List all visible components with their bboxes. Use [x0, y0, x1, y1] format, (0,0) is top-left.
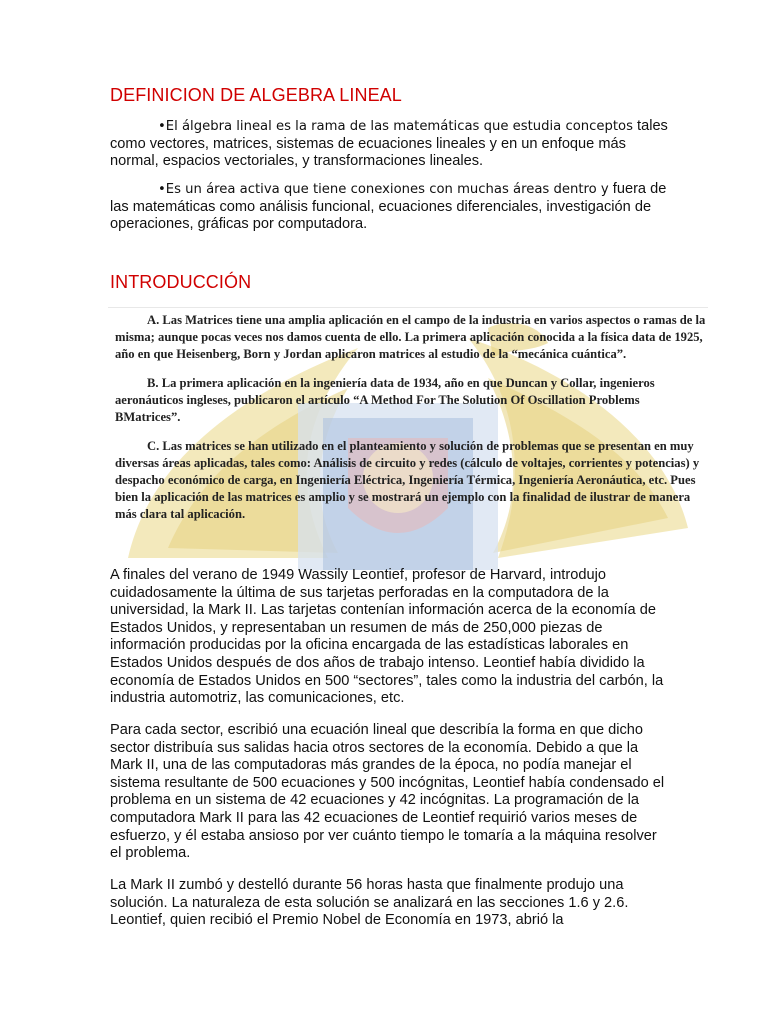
- definition-paragraph-2: [110, 181, 670, 234]
- paragraph-continuation: fuera de las matemáticas como análisis funcional, ecuaciones diferenciales, investigación de operaciones, gráficas por computadora.: [110, 181, 667, 233]
- figure-paragraph-continuation: ingenieros aeronáuticos ingleses, publicaron el artículo “A Method For The Solution Of Oscillation Problems BMatrices”.: [115, 376, 655, 424]
- figure-text-block: [115, 312, 707, 535]
- introduccion-figure: [108, 307, 708, 570]
- figure-paragraph-lead: C. Las matrices se han utilizado en el planteamiento y solución de problemas que se: [147, 439, 595, 453]
- definition-paragraph-1: [110, 118, 670, 171]
- figure-paragraph-continuation: presentan en muy diversas áreas aplicadas, tales como: Análisis de circuito y redes (cálculo de voltajes, corrientes y potencias) y despacho económico de carga, en Ingeniería Eléctrica, Ingeniería Térmica, Ingeniería Aeronáutica, etc. Pues bien la aplicación de las matrices es amplio y se mostrará un ejemplo con la finalidad de ilustrar de manera más clara tal aplicación.: [115, 439, 700, 521]
- figure-paragraph-b: [115, 375, 707, 426]
- figure-paragraph-a: [115, 312, 707, 363]
- figure-paragraph-continuation: ramas de la misma; aunque pocas veces nos damos cuenta de ello. La primera aplicación conocida a la física data de 1925, año en que Heisenberg, Born y Jordan aplicaron matrices al estudio de la “mecánica cuántica”.: [115, 313, 706, 361]
- paragraph-bullet-lead: •Es un área activa que tiene conexiones con muchas áreas dentro y: [158, 182, 609, 197]
- body-paragraph-leontief: A finales del verano de 1949 Wassily Leontief, profesor de Harvard, introdujo cuidadosamente la última de sus tarjetas perforadas en la computadora de la universidad, la Mark II. Las tarjetas contenían información acerca de la economía de Estados Unidos, y representaban un resumen de más de 250,000 piezas de información producidas por la oficina encargada de las estadísticas laborales en Estados Unidos después de dos años de trabajo intenso. Leontief había dividido la economía de Estados Unidos en 500 “sectores”, tales como la industria del carbón, la industria automotriz, las comunicaciones, etc.: [110, 567, 664, 707]
- section-heading-definicion: DEFINICION DE ALGEBRA LINEAL: [110, 85, 402, 105]
- body-paragraph-mark-ii: La Mark II zumbó y destelló durante 56 horas hasta que finalmente produjo una solución. La naturaleza de esta solución se analizará en las secciones 1.6 y 2.6. Leontief, quien recibió el Premio Nobel de Economía en 1973, abrió la: [110, 877, 629, 929]
- paragraph-bullet-lead: •El álgebra lineal es la rama de las matemáticas que estudia conceptos: [158, 119, 633, 134]
- figure-paragraph-lead: A. Las Matrices tiene una amplia aplicación en el campo de la industria en varios aspectos o: [147, 313, 640, 327]
- body-paragraph-sectors: Para cada sector, escribió una ecuación lineal que describía la forma en que dicho sector distribuía sus salidas hacia otros sectores de la economía. Debido a que la Mark II, una de las computadoras más grandes de la época, no podía manejar el sistema resultante de 500 ecuaciones y 500 incógnitas, Leontief había condensado el problema en un sistema de 42 ecuaciones y 42 incógnitas. La programación de la computadora Mark II para las 42 ecuaciones de Leontief requirió varios meses de esfuerzo, y él estaba ansioso por ver cuánto tiempo le tomaría a la máquina resolver el problema.: [110, 722, 665, 862]
- paragraph-continuation: tales como vectores, matrices, sistemas de ecuaciones lineales y en un enfoque más normal, espacios vectoriales, y transformaciones lineales.: [110, 118, 668, 170]
- section-heading-introduccion: INTRODUCCIÓN: [110, 272, 252, 292]
- figure-paragraph-lead: B. La primera aplicación en la ingeniería data de 1934, año en que Duncan y Collar,: [147, 376, 597, 390]
- figure-paragraph-c: [115, 438, 707, 523]
